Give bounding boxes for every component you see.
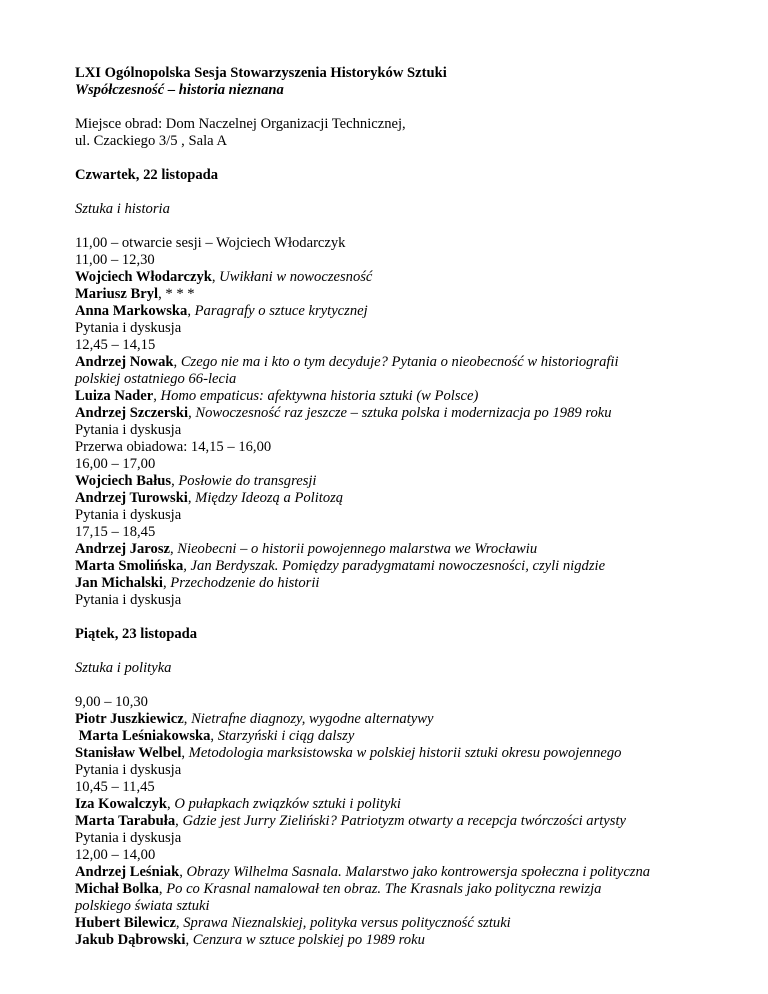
document-title: LXI Ogólnopolska Sesja Stowarzyszenia Historyków Sztuki [75, 65, 447, 81]
speaker-name: Andrzej Szczerski [75, 405, 189, 421]
discussion-line: Pytania i dyskusja [75, 422, 182, 438]
separator: , [169, 541, 178, 557]
session-time: 10,45 – 11,45 [75, 779, 155, 795]
separator: , [183, 711, 192, 727]
session-time: 9,00 – 10,30 [75, 694, 148, 710]
talk-title: Obrazy Wilhelma Sasnala. Malarstwo jako kontrowersja społeczna i polityczna [186, 864, 651, 880]
separator: , [173, 354, 181, 370]
day-theme: Sztuka i polityka [75, 660, 172, 676]
talk-title: Posłowie do transgresji [178, 473, 317, 489]
talk-entry [75, 575, 735, 592]
speaker-name: Jan Michalski [75, 575, 163, 591]
discussion-line: Pytania i dyskusja [75, 830, 182, 846]
talk-entry [75, 541, 735, 558]
speaker-name: Mariusz Bryl [75, 286, 159, 302]
separator: , [188, 405, 196, 421]
day-heading: Czwartek, 22 listopada [75, 167, 219, 183]
speaker-name: Anna Markowska [75, 303, 188, 319]
talk-entry [75, 490, 735, 507]
talk-title: Paragrafy o sztuce krytycznej [194, 303, 368, 319]
talk-entry [75, 745, 735, 762]
separator: , [167, 796, 175, 812]
talk-entry [75, 405, 735, 422]
separator: , [210, 728, 218, 744]
speaker-name: Marta Leśniakowska [75, 728, 211, 744]
venue-line-2: ul. Czackiego 3/5 , Sala A [75, 133, 227, 149]
talk-title: Cenzura w sztuce polskiej po 1989 roku [192, 932, 425, 948]
session-time: 17,15 – 18,45 [75, 524, 156, 540]
talk-title: Homo empaticus: afektywna historia sztuki (w Polsce) [160, 388, 479, 404]
talk-title: Jan Berdyszak. Pomiędzy paradygmatami nowoczesności, czyli nigdzie [190, 558, 606, 574]
separator: , [153, 388, 161, 404]
speaker-name: Michał Bolka [75, 881, 159, 897]
separator: , [175, 915, 184, 931]
discussion-line: Pytania i dyskusja [75, 762, 182, 778]
talk-entry [75, 473, 735, 490]
talk-entry [75, 388, 735, 405]
separator: , [185, 932, 193, 948]
separator: , [181, 745, 189, 761]
discussion-line: Pytania i dyskusja [75, 507, 182, 523]
speaker-name: Andrzej Nowak [75, 354, 174, 370]
talk-title: Gdzie jest Jurry Zieliński? Patriotyzm otwarty a recepcja twórczości artysty [182, 813, 627, 829]
separator: , [187, 303, 195, 319]
speaker-name: Wojciech Włodarczyk [75, 269, 212, 285]
speaker-name: Marta Smolińska [75, 558, 184, 574]
session-time: 16,00 – 17,00 [75, 456, 156, 472]
separator: , [179, 864, 187, 880]
separator: , [158, 881, 167, 897]
talk-entry [75, 881, 735, 898]
speaker-name: Hubert Bilewicz [75, 915, 176, 931]
talk-title-continuation: polskiego świata sztuki [75, 898, 210, 914]
talk-title: Między Ideozą a Politozą [195, 490, 344, 506]
speaker-name: Andrzej Jarosz [75, 541, 170, 557]
talk-title: Po co Krasnal namalował ten obraz. The Krasnals jako polityczna rewizja [166, 881, 602, 897]
talk-title: Starzyński i ciąg dalszy [217, 728, 355, 744]
talk-entry [75, 354, 735, 371]
talk-entry [75, 796, 735, 813]
separator: , [162, 575, 171, 591]
discussion-line: Pytania i dyskusja [75, 592, 182, 608]
day-heading: Piątek, 23 listopada [75, 626, 198, 642]
talk-entry [75, 864, 735, 881]
talk-title: * * * [165, 286, 195, 302]
talk-title: Nowoczesność raz jeszcze – sztuka polska i modernizacja po 1989 roku [195, 405, 612, 421]
talk-title: Metodologia marksistowska w polskiej historii sztuki okresu powojennego [188, 745, 622, 761]
session-time: 11,00 – 12,30 [75, 252, 155, 268]
talk-title: Nieobecni – o historii powojennego malarstwa we Wrocławiu [177, 541, 538, 557]
talk-title: Czego nie ma i kto o tym decyduje? Pytania o nieobecność w historiografii [180, 354, 619, 370]
speaker-name: Iza Kowalczyk [75, 796, 168, 812]
speaker-name: Piotr Juszkiewicz [75, 711, 184, 727]
talk-title: Uwikłani w nowoczesność [219, 269, 373, 285]
discussion-line: Pytania i dyskusja [75, 320, 182, 336]
talk-entry [75, 728, 735, 745]
talk-entry [75, 303, 735, 320]
document-body [75, 65, 735, 949]
speaker-name: Luiza Nader [75, 388, 154, 404]
talk-entry [75, 915, 735, 932]
separator: , [158, 286, 166, 302]
day-theme: Sztuka i historia [75, 201, 170, 217]
session-time: 12,45 – 14,15 [75, 337, 156, 353]
speaker-name: Andrzej Turowski [75, 490, 188, 506]
separator: , [211, 269, 220, 285]
venue-line-1: Miejsce obrad: Dom Naczelnej Organizacji Technicznej, [75, 116, 406, 132]
talk-entry [75, 558, 735, 575]
document-subtitle: Współczesność – historia nieznana [75, 82, 284, 98]
speaker-name: Andrzej Leśniak [75, 864, 180, 880]
separator: , [187, 490, 196, 506]
talk-title: Sprawa Nieznalskiej, polityka versus polityczność sztuki [183, 915, 511, 931]
talk-title-continuation: polskiej ostatniego 66-lecia [75, 371, 237, 387]
separator: , [175, 813, 183, 829]
talk-entry [75, 932, 735, 949]
talk-entry [75, 286, 735, 303]
speaker-name: Wojciech Bałus [75, 473, 172, 489]
talk-entry [75, 813, 735, 830]
lunch-break: Przerwa obiadowa: 14,15 – 16,00 [75, 439, 272, 455]
talk-entry [75, 269, 735, 286]
session-time: 12,00 – 14,00 [75, 847, 156, 863]
opening-line: 11,00 – otwarcie sesji – Wojciech Włodarczyk [75, 235, 346, 251]
speaker-name: Jakub Dąbrowski [75, 932, 186, 948]
speaker-name: Marta Tarabuła [75, 813, 176, 829]
talk-entry [75, 711, 735, 728]
talk-title: O pułapkach związków sztuki i polityki [174, 796, 401, 812]
separator: , [183, 558, 191, 574]
talk-title: Przechodzenie do historii [170, 575, 320, 591]
talk-title: Nietrafne diagnozy, wygodne alternatywy [191, 711, 434, 727]
speaker-name: Stanisław Welbel [75, 745, 182, 761]
separator: , [171, 473, 179, 489]
